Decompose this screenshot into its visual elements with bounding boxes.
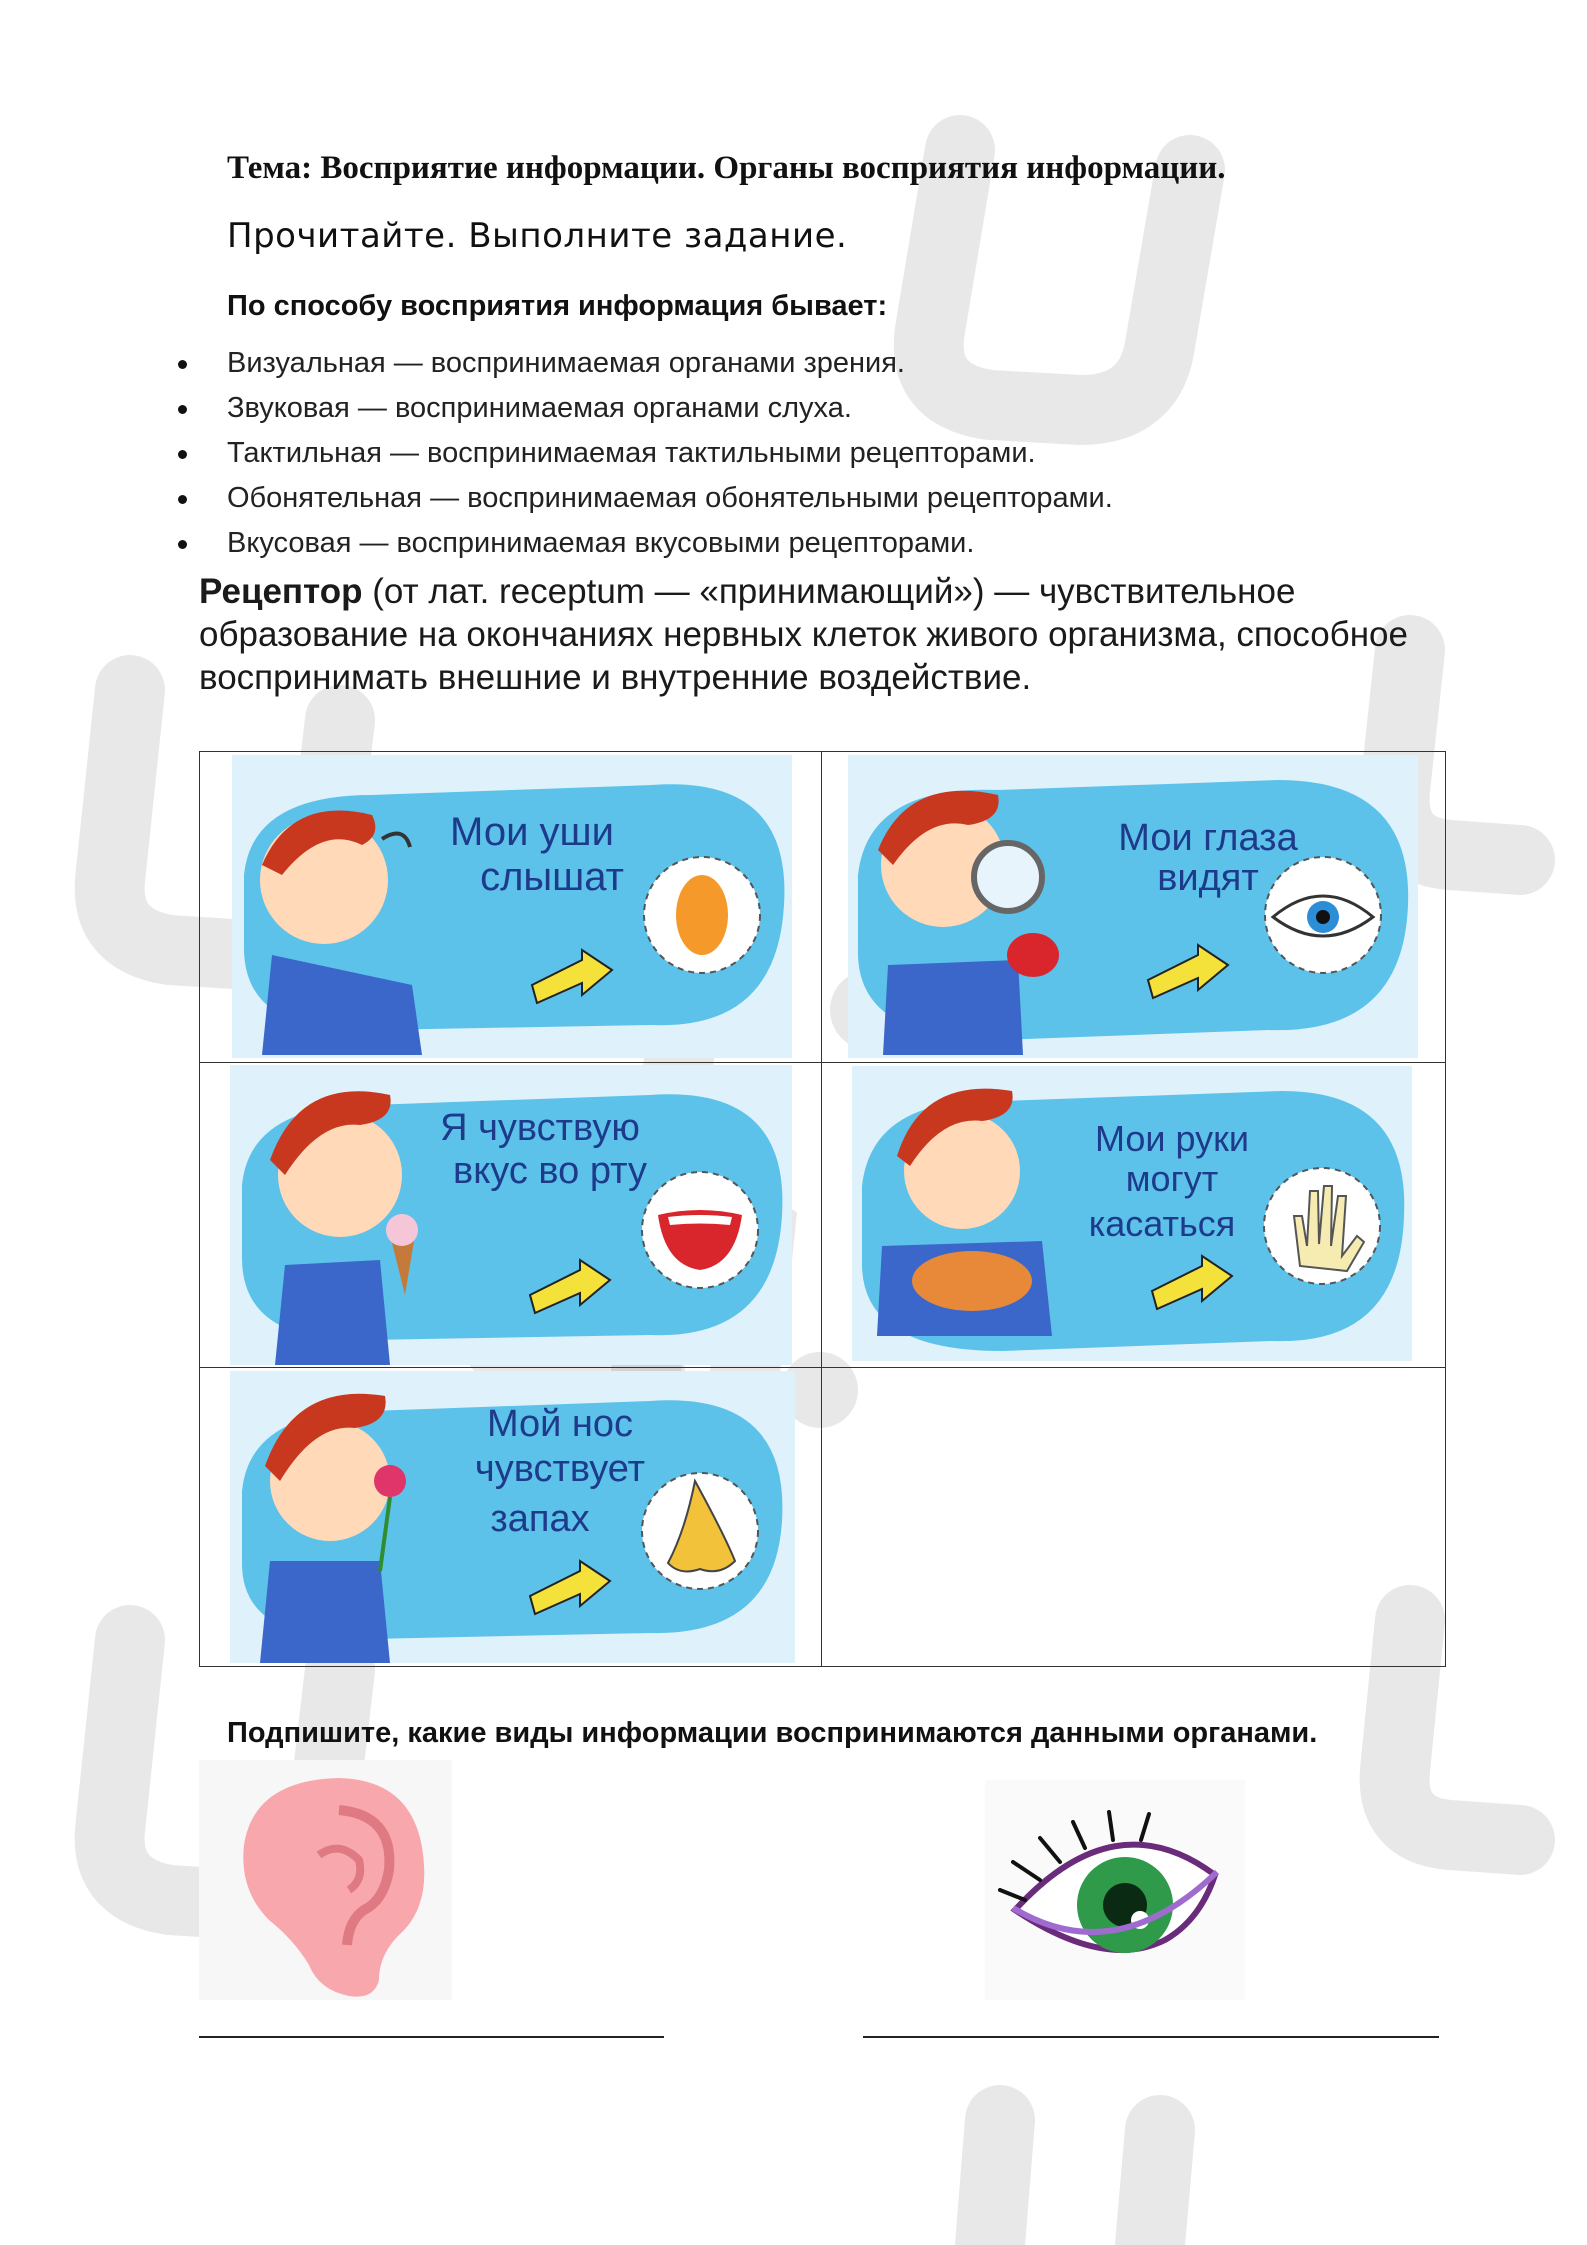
cell-ears [200,752,822,1063]
page-title: Тема: Восприятие информации. Органы восприятия информации. [227,150,1226,186]
cell-nose [200,1368,822,1667]
card-label: Я чувствую [440,1107,640,1149]
card-label: чувствует [474,1448,646,1490]
card-label: касаться [1088,1203,1235,1244]
cell-taste [200,1063,822,1368]
card-eyes [848,755,1418,1058]
cat-icon [912,1251,1032,1311]
list-item: Обонятельная — воспринимаемая обонятельными рецепторами. [174,476,1113,521]
bullet-icon [178,495,187,504]
receptor-definition [199,570,1459,699]
bullet-icon [178,405,187,414]
card-label: могут [1125,1158,1218,1199]
ear-icon [199,1760,452,2000]
eye-icon [985,1780,1245,2000]
magnifier-icon [974,843,1042,911]
card-label: Мои руки [1094,1118,1249,1159]
list-item: Тактильная — воспринимаемая тактильными рецепторами. [174,431,1113,476]
bullet-icon [178,450,187,459]
list-item: Вкусовая — воспринимаемая вкусовыми рецепторами. [174,521,1113,566]
instruction: Прочитайте. Выполните задание. [227,216,848,256]
card-nose [230,1371,795,1663]
card-ears [232,755,792,1058]
card-label: вкус во рту [453,1150,647,1192]
bullet-icon [178,540,187,549]
senses-table [199,751,1446,1667]
card-label: Мой нос [486,1403,634,1445]
bullet-icon [178,360,187,369]
ladybug-icon [1007,933,1059,977]
ear-icon [676,875,728,955]
task-instruction: Подпишите, какие виды информации воспринимаются данными органами. [227,1717,1318,1749]
cell-empty [821,1368,1446,1667]
receptor-text: (от лат. receptum — «принимающий») — чувствительное образование на окончаниях нервных клеток живого организма, способное воспринимать внешние и внутренние воздействие. [199,572,1408,697]
receptor-term: Рецептор [199,572,363,611]
card-hands [852,1066,1412,1361]
cell-hands [821,1063,1446,1368]
card-label: видят [1156,857,1259,899]
card-taste [230,1065,792,1365]
subheading: По способу восприятия информация бывает: [227,290,888,322]
card-label: Мои глаза [1117,817,1298,859]
cell-eyes [821,752,1446,1063]
answer-line[interactable] [863,2036,1439,2038]
answer-line[interactable] [199,2036,664,2038]
card-label: запах [490,1498,590,1540]
list-item: Визуальная — воспринимаемая органами зрения. [174,341,1113,386]
list-item: Звуковая — воспринимаемая органами слуха. [174,386,1113,431]
info-types-list [174,341,1113,566]
flower-icon [374,1465,406,1497]
card-label: слышат [480,855,624,899]
card-label: Мои уши [450,810,614,854]
